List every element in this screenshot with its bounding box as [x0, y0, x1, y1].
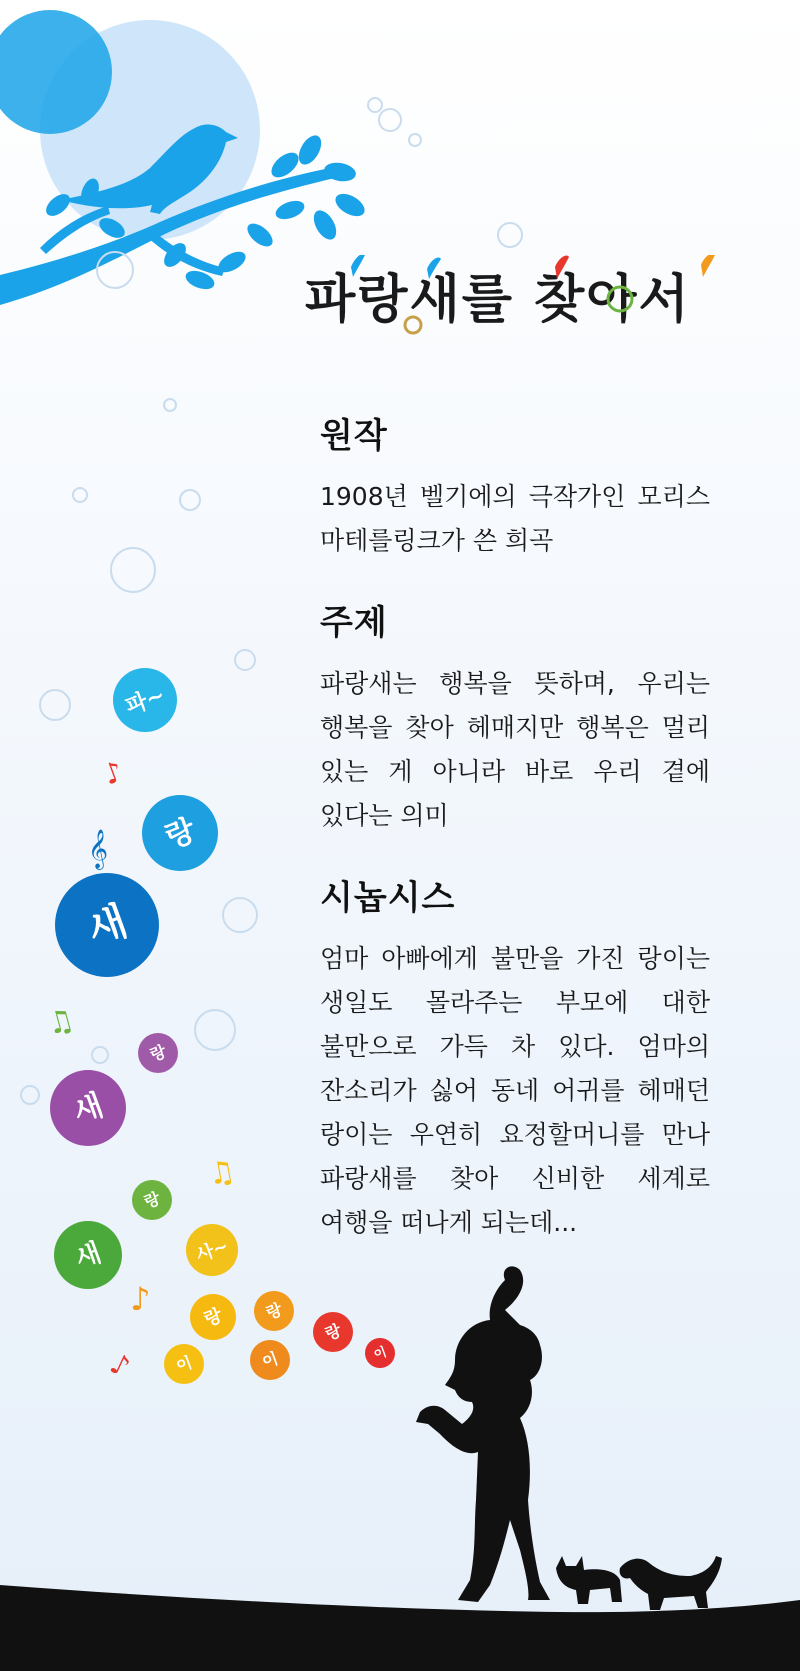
svg-text:♪: ♪	[99, 754, 128, 792]
song-bubble-text: 랑	[263, 1299, 285, 1323]
origin-body: 1908년 벨기에의 극작가인 모리스 마테를링크가 쓴 희곡	[320, 482, 710, 555]
song-bubble	[250, 1340, 290, 1380]
title-text: 파랑새를 찾아서	[305, 269, 691, 330]
song-bubble-text: 랑	[147, 1041, 169, 1065]
synopsis-heading: 시놉시스	[320, 878, 456, 918]
song-bubble	[186, 1224, 238, 1276]
synopsis-body: 엄마 아빠에게 불만을 가진 랑이는 생일도 몰라주는 부모에 대한 불만으로 가득 차 있다. 엄마의 잔소리가 싫어 동네 어귀를 헤매던 랑이는 우연히 요정할머니를 만나 파랑새를 찾아 신비한 세계로 여행을 떠나게 되는데...	[320, 944, 710, 1237]
svg-text:♪: ♪	[105, 1346, 136, 1384]
svg-text:♫: ♫	[43, 1001, 79, 1043]
girl-silhouette-icon	[416, 1266, 550, 1602]
song-bubble-text: 새	[81, 898, 134, 955]
song-bubble	[132, 1180, 172, 1220]
song-bubble	[164, 1344, 204, 1384]
song-bubble-text: 랑	[141, 1188, 163, 1212]
song-bubble-text: 새	[71, 1237, 106, 1275]
song-bubble-text: 이	[173, 1352, 195, 1376]
song-bubble	[113, 668, 177, 732]
theme-body: 파랑새는 행복을 뜻하며, 우리는 행복을 찾아 헤매지만 행복은 멀리 있는 게 아니라 바로 우리 곁에 있다는 의미	[320, 669, 710, 830]
svg-text:𝄞: 𝄞	[88, 829, 109, 869]
song-bubble-text: 이	[371, 1344, 389, 1364]
song-bubble-text: 이	[259, 1348, 281, 1372]
origin-heading: 원작	[320, 416, 388, 456]
song-bubble	[54, 1221, 122, 1289]
song-bubble	[190, 1294, 236, 1340]
song-bubble-text: 새	[68, 1087, 109, 1131]
song-bubble-text: 랑	[201, 1305, 226, 1331]
song-bubbles	[50, 668, 395, 1384]
svg-text:♫: ♫	[205, 1153, 238, 1193]
song-bubble-text: 랑	[322, 1320, 344, 1344]
cat-silhouette-icon	[556, 1556, 622, 1604]
song-bubble	[50, 1070, 126, 1146]
song-bubble-text: 랑	[160, 812, 201, 856]
song-bubble	[313, 1312, 353, 1352]
song-bubble-text: 사~	[193, 1235, 232, 1267]
song-bubble	[55, 873, 159, 977]
song-bubble	[142, 795, 218, 871]
svg-text:♪: ♪	[130, 1280, 151, 1318]
song-bubble-text: 파~	[122, 682, 169, 720]
theme-heading: 주제	[320, 603, 388, 643]
song-bubble	[138, 1033, 178, 1073]
dog-silhouette-icon	[620, 1556, 722, 1610]
ground-silhouette	[0, 1585, 800, 1671]
song-bubble	[365, 1338, 395, 1368]
song-bubble	[254, 1291, 294, 1331]
